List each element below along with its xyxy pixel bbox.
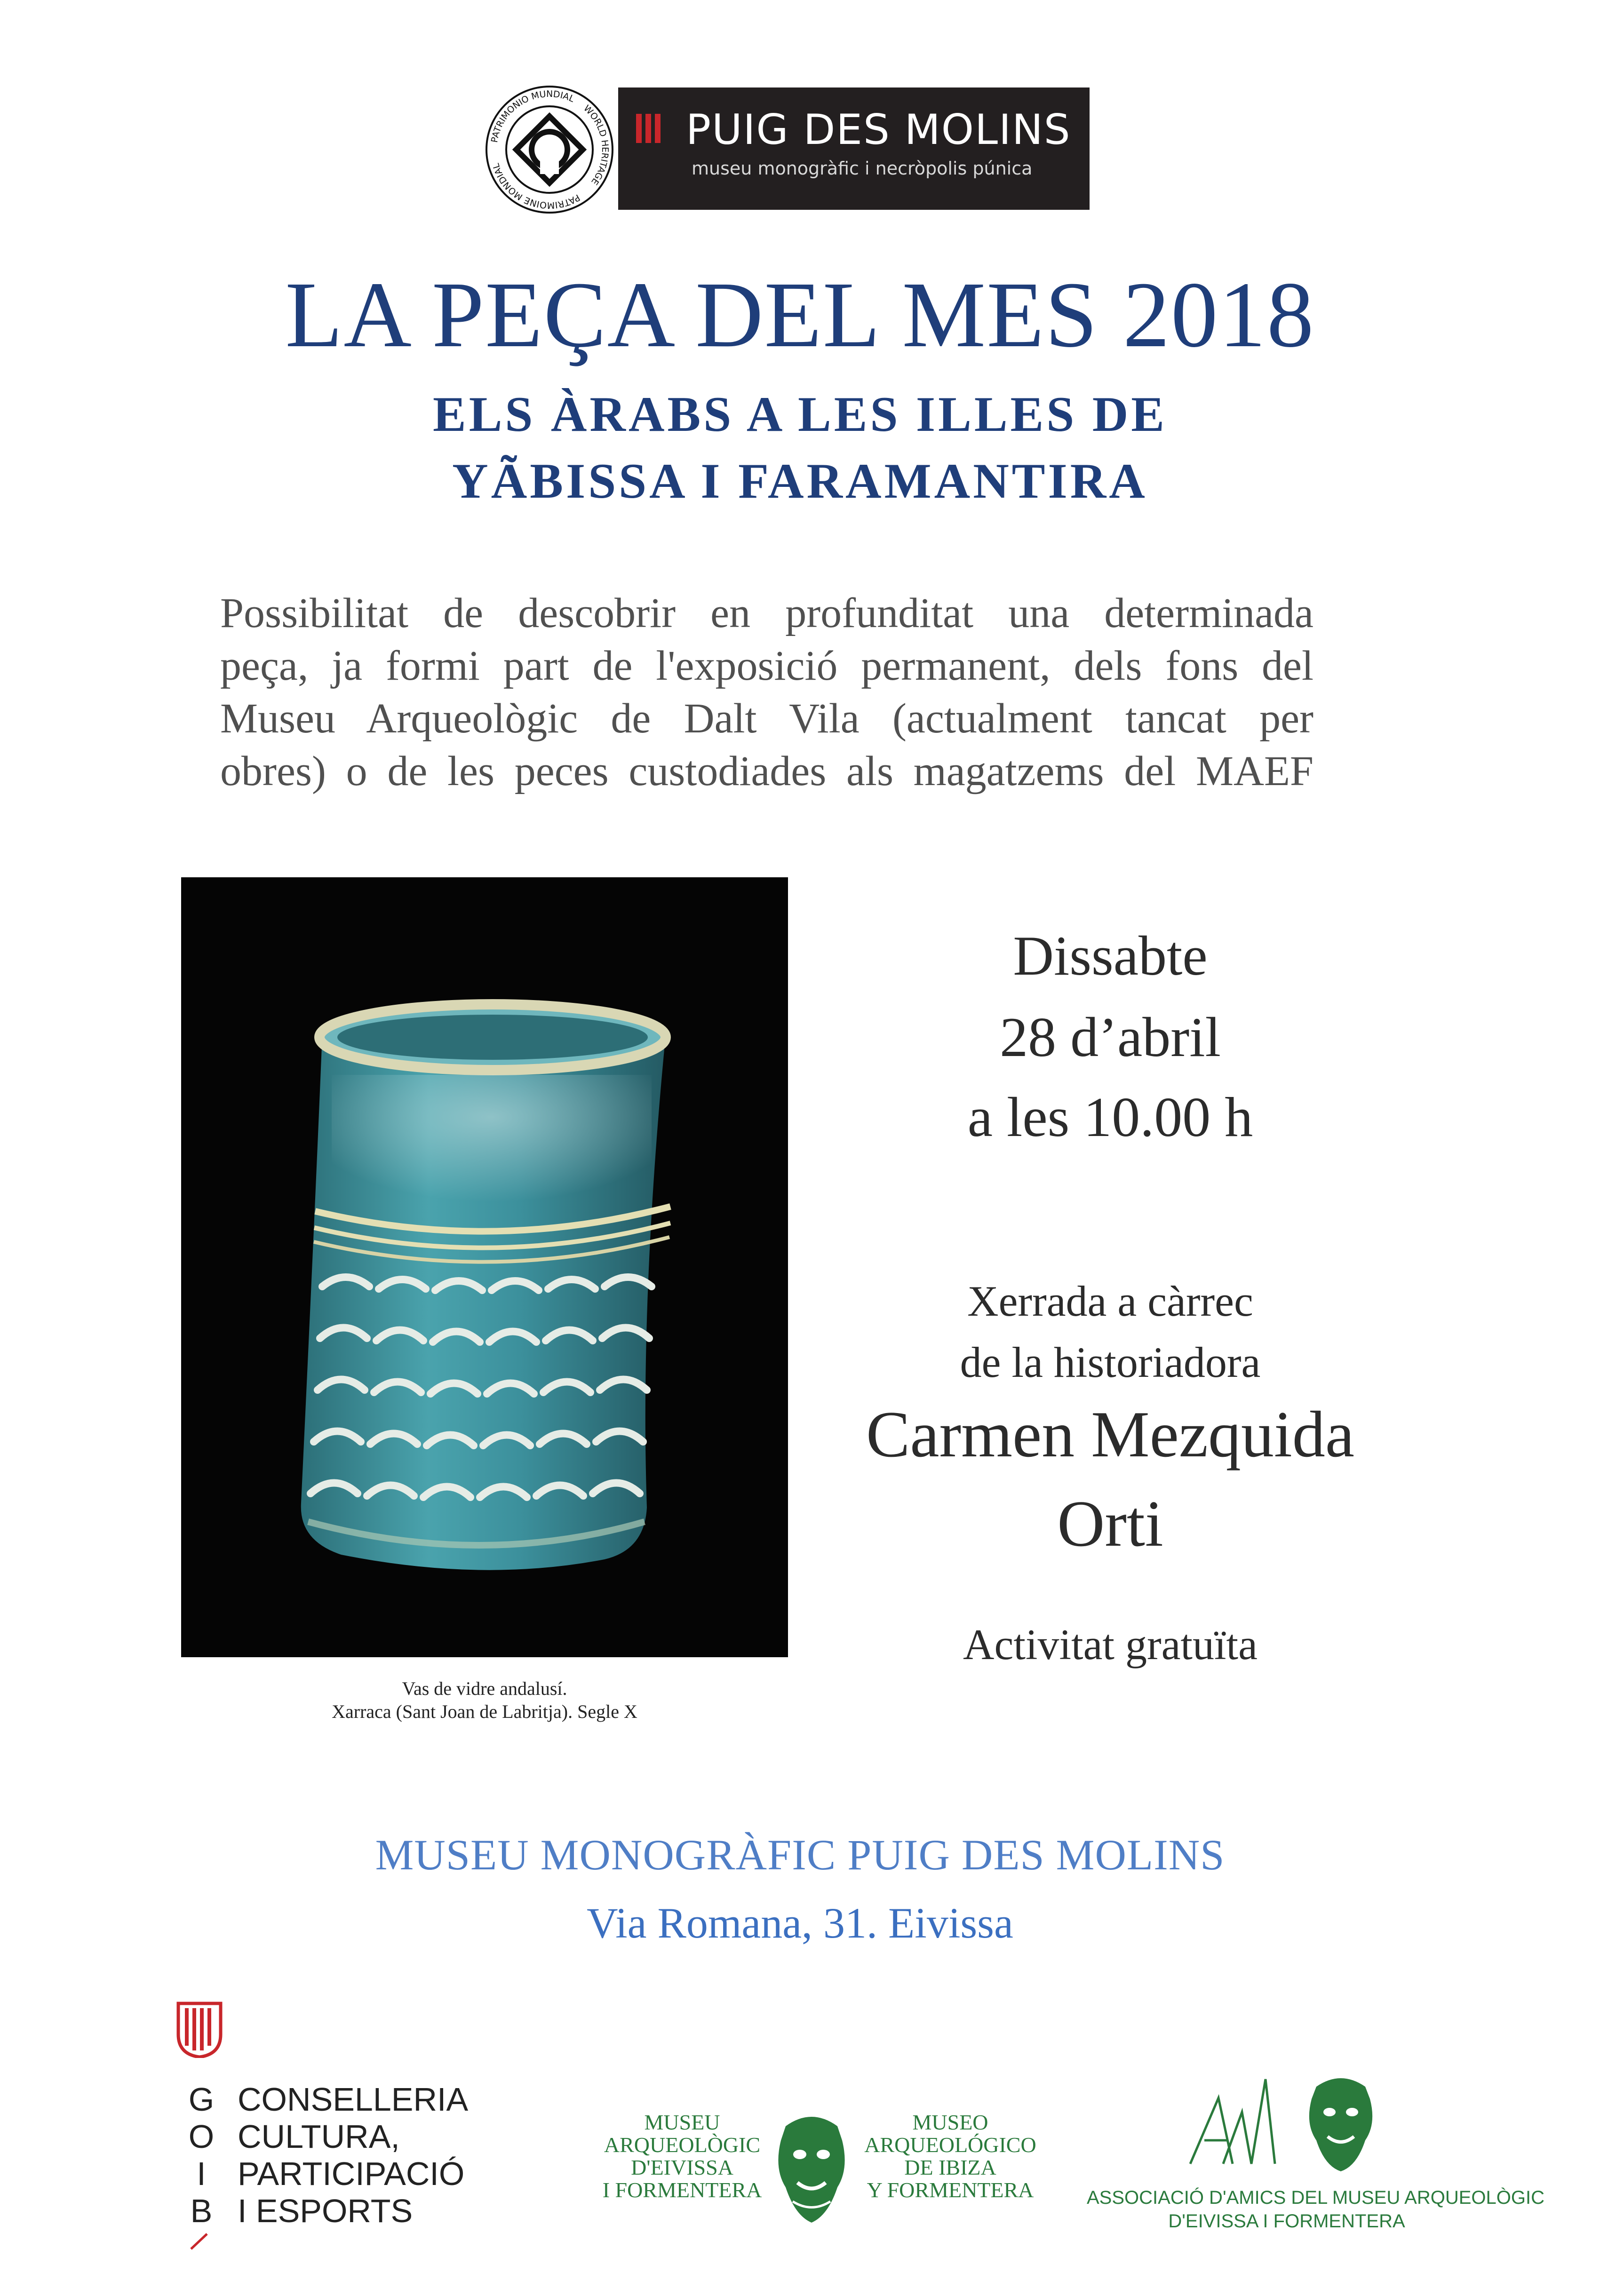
talk-line-1: Xerrada a càrrec: [967, 1277, 1253, 1325]
goib-letter: O: [188, 2118, 215, 2155]
amics-museu-logo: [1186, 2070, 1280, 2173]
description-line: Possibilitat de descobrir en profunditat una determinada: [220, 590, 1313, 636]
museum-logo-subtitle: museu monogràfic i necròpolis púnica: [692, 158, 1033, 179]
maef-ca-line: I FORMENTERA: [602, 2178, 762, 2202]
maef-es-line: DE IBIZA: [904, 2155, 996, 2179]
venue-name: MUSEU MONOGRÀFIC PUIG DES MOLINS: [375, 1831, 1225, 1879]
description-line: obres) o de les peces custodiades als magatzems del MAEF: [220, 748, 1313, 794]
amics-association-line-2: D'EIVISSA I FORMENTERA: [1168, 2211, 1405, 2232]
maef-es-line: Y FORMENTERA: [867, 2178, 1034, 2202]
bes-mask-icon: [772, 2107, 852, 2225]
venue-address: Via Romana, 31. Eivissa: [587, 1899, 1013, 1947]
maef-catalan-name: [597, 2111, 767, 2201]
speaker-name-line-2: Orti: [1057, 1487, 1163, 1560]
maef-es-line: ARQUEOLÓGICO: [864, 2133, 1036, 2157]
maef-ca-line: MUSEU: [644, 2110, 720, 2134]
description: [220, 587, 1313, 798]
conselleria-line: CULTURA,: [238, 2118, 400, 2155]
maef-ca-line: D'EIVISSA: [631, 2155, 733, 2179]
maef-es-line: MUSEO: [912, 2110, 988, 2134]
goib-slash-mark: [187, 2232, 215, 2251]
museum-logo-name: PUIG DES MOLINS: [686, 105, 1071, 154]
goib-letters: [187, 2083, 215, 2232]
event-time: a les 10.00 h: [967, 1086, 1253, 1148]
event-day: Dissabte: [1013, 924, 1208, 987]
conselleria-line: CONSELLERIA: [238, 2081, 469, 2118]
photo-caption-line-2: Xarraca (Sant Joan de Labritja). Segle X: [332, 1701, 637, 1722]
puig-des-molins-bars-icon: [636, 114, 662, 143]
talk-line-2: de la historiadora: [960, 1338, 1261, 1386]
world-heritage-emblem: [484, 84, 615, 215]
goib-shield-icon: [176, 2002, 223, 2058]
whc-ring-text-3: PATRIMOINE MONDIAL: [491, 162, 582, 211]
description-line: peça, ja formi part de l'exposició permanent, dels fons del: [220, 643, 1313, 689]
photo-caption-line-1: Vas de vidre andalusí.: [402, 1678, 567, 1699]
speaker-name-line-1: Carmen Mezquida: [866, 1398, 1354, 1471]
free-activity-note: Activitat gratuïta: [963, 1621, 1258, 1668]
maef-spanish-name: [856, 2111, 1044, 2201]
whc-ring-text-1: PATRIMONIO MUNDIAL: [489, 88, 576, 143]
conselleria-line: I ESPORTS: [238, 2193, 413, 2229]
maef-ca-line: ARQUEOLÒGIC: [604, 2133, 761, 2157]
goib-letter: G: [188, 2081, 215, 2118]
subtitle-line-2: YÃBISSA I FARAMANTIRA: [452, 453, 1148, 508]
conselleria-name: [238, 2083, 468, 2232]
description-line: Museu Arqueològic de Dalt Vila (actualment tancat per: [220, 695, 1313, 742]
page-title: LA PEÇA DEL MES 2018: [285, 263, 1315, 367]
goib-letter: B: [190, 2193, 213, 2229]
conselleria-line: PARTICIPACIÓ: [238, 2155, 465, 2192]
glass-vase-illustration: [181, 877, 788, 1657]
event-date: 28 d’abril: [1000, 1006, 1221, 1068]
glass-vase-photo: [181, 877, 788, 1657]
bes-mask-small-icon: [1303, 2070, 1378, 2173]
whc-ring-text-2: WORLD HERITAGE: [581, 103, 611, 187]
goib-letter: I: [197, 2155, 206, 2192]
subtitle-line-1: ELS ÀRABS A LES ILLES DE: [433, 387, 1167, 442]
amics-association-line-1: ASSOCIACIÓ D'AMICS DEL MUSEU ARQUEOLÒGIC: [1087, 2187, 1545, 2208]
